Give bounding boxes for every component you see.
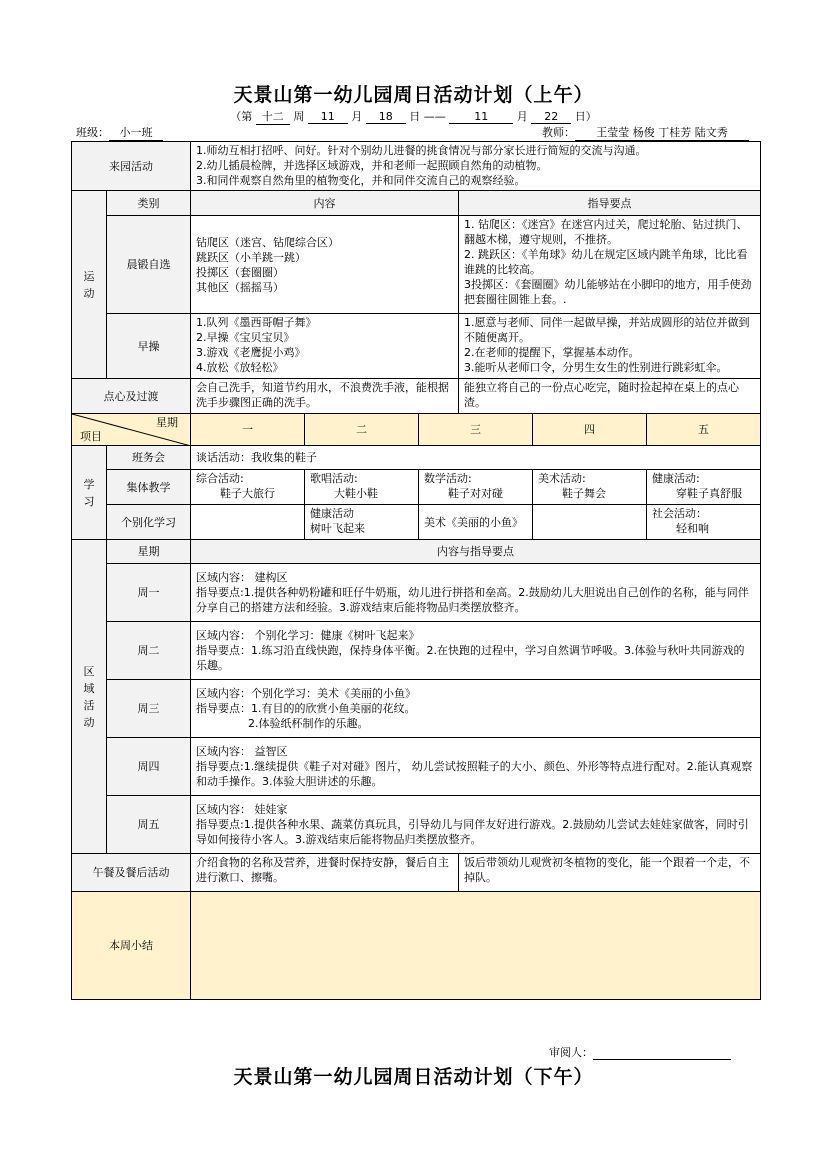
arrival-line: 3.和同伴观察自然角里的植物变化，并和同伴交流自己的观察经验。 [196, 174, 526, 187]
morning-choice-row [72, 216, 761, 314]
morning-choice-guide [459, 216, 761, 314]
individual-2: 健康活动 树叶飞起来 [305, 505, 419, 540]
arrival-line: 1.师幼互相打招呼、问好。针对个别幼儿进餐的挑食情况与部分家长进行简短的交流与沟通。 [196, 144, 647, 157]
exercise-guide [459, 314, 761, 379]
week-range [0, 108, 827, 125]
lunch-label: 午餐及餐后活动 [72, 854, 191, 892]
page-title: 天景山第一幼儿园周日活动计划（上午） [233, 84, 594, 106]
teacher-info [542, 124, 749, 141]
sport-col-category: 类别 [107, 191, 191, 216]
start-day: 18 [366, 110, 406, 124]
week-project-header [72, 414, 191, 446]
group-activity-1: 综合活动: 鞋子大旅行 [191, 470, 305, 505]
class-label: 班级： [76, 126, 109, 139]
weekday-3: 三 [419, 414, 533, 446]
group-teaching-label: 集体教学 [107, 470, 191, 505]
weekday-1: 一 [191, 414, 305, 446]
snack-left: 会自己洗手，知道节约用水，不浪费洗手液，能根据洗手步骤图正确的洗手。 [191, 379, 459, 414]
end-month-unit: 月 [516, 110, 528, 123]
arrival-content [191, 142, 761, 191]
area-day-content: 区域内容：个别化学习：美术《美丽的小鱼》 指导要点：1.有目的的欣赏小鱼美丽的花纹。 2.体验纸杯制作的乐趣。 [191, 680, 761, 738]
end-day: 22 [531, 110, 571, 124]
weekday-2: 二 [305, 414, 419, 446]
summary-row [72, 892, 761, 1000]
group-activity-5: 健康活动: 穿鞋子真舒服 [647, 470, 761, 505]
area-day-content: 区域内容： 益智区 指导要点:1.继续提供《鞋子对对碰》图片， 幼儿尝试按照鞋子的大小、颜色、外形等特点进行配对。2.能认真观察和动手操作。3.体验大胆讲述的乐趣。 [191, 738, 761, 796]
arrival-row [72, 142, 761, 191]
summary-label: 本周小结 [72, 892, 191, 1000]
morning-choice-label: 晨锻自选 [107, 216, 191, 314]
arrival-line: 2.幼儿插晨检牌，并选择区域游戏，并和老师一起照顾自然角的动植物。 [196, 159, 548, 172]
end-month: 11 [449, 110, 513, 124]
individual-learning-row [72, 505, 761, 540]
start-month-unit: 月 [351, 110, 363, 123]
lunch-left: 介绍食物的名称及营养，进餐时保持安静，餐后自主进行漱口、擦嘴。 [191, 854, 459, 892]
area-day-content: 区域内容： 个别化学习：健康《树叶飞起来》 指导要点：1.练习沿直线快跑，保持身体平衡。2.在快跑的过程中，学习自然调节呼吸。3.体验与秋叶共同游戏的乐趣。 [191, 622, 761, 680]
week-number: 十二 [256, 108, 290, 125]
area-col-day: 星期 [107, 540, 191, 564]
morning-choice-content [191, 216, 459, 314]
guide-line: 2. 跳跃区：《羊角球》幼儿在规定区域内跳羊角球，比比看谁跳的比较高。 [464, 248, 748, 276]
weekday-label: 星期 [156, 416, 178, 429]
exercise-label: 早操 [107, 314, 191, 379]
teacher-label: 教师： [542, 126, 575, 139]
group-teaching-row [72, 470, 761, 505]
area-day-label: 周四 [107, 738, 191, 796]
weekday-4: 四 [533, 414, 647, 446]
content-line: 投掷区（套圈圈） [196, 265, 284, 279]
reviewer-label: 审阅人： [549, 1046, 593, 1059]
class-name: 小一班 [109, 124, 163, 141]
arrival-label: 来园活动 [72, 142, 191, 191]
area-day-row [72, 622, 761, 680]
snack-label: 点心及过渡 [72, 379, 191, 414]
area-day-label: 周三 [107, 680, 191, 738]
content-line: 跳跃区（小羊跳一跳） [196, 250, 306, 264]
individual-3: 美术《美丽的小鱼》 [419, 505, 533, 540]
sport-col-content: 内容 [191, 191, 459, 216]
week-unit: 周 [293, 110, 305, 123]
content-line: 4.放松《放轻松》 [196, 361, 284, 374]
group-activity-3: 数学活动: 鞋子对对碰 [419, 470, 533, 505]
area-col-content: 内容与指导要点 [191, 540, 761, 564]
guide-line: 3.能听从老师口令，分男生女生的性别进行跳彩虹伞。 [464, 361, 728, 374]
end-day-unit: 日） [574, 110, 597, 123]
snack-row [72, 379, 761, 414]
reviewer-signature-line [593, 1047, 731, 1060]
group-activity-2: 歌唱活动: 大鞋小鞋 [305, 470, 419, 505]
guide-line: 2.在老师的提醒下，掌握基本动作。 [464, 346, 640, 359]
individual-learning-label: 个别化学习 [107, 505, 191, 540]
guide-line: 1. 钻爬区：《迷宫》在迷宫内过关，爬过轮胎、钻过拱门、翻越木梯，遵守规则，不推挤。 [464, 218, 748, 246]
class-meeting-row [72, 446, 761, 470]
class-teacher-line [76, 124, 756, 141]
start-month: 11 [308, 110, 348, 124]
lunch-right: 饭后带领幼儿观赏初冬植物的变化，能一个跟着一个走，不掉队。 [459, 854, 761, 892]
individual-4 [533, 505, 647, 540]
sport-label: 运动 [72, 191, 107, 379]
summary-content [191, 892, 761, 1000]
area-day-content: 区域内容： 建构区 指导要点:1.提供各种奶粉罐和旺仔牛奶瓶，幼儿进行拼搭和垒高。2.鼓励幼儿大胆说出自己创作的名称，能与同伴分享自己的搭建方法和经验。3.游戏结束后能将物品归类摆放整齐。 [191, 564, 761, 622]
teacher-names: 王莹莹 杨俊 丁桂芳 陆文秀 [575, 124, 749, 141]
exercise-row [72, 314, 761, 379]
area-day-label: 周五 [107, 796, 191, 854]
snack-right: 能独立将自己的一份点心吃完，随时捡起掉在桌上的点心渣。 [459, 379, 761, 414]
sport-header-row [72, 191, 761, 216]
guide-line: 3投掷区：《套圈圈》幼儿能够站在小脚印的地方，用手使劲把套圈往圆锥上套。. [464, 278, 752, 306]
area-header-row [72, 540, 761, 564]
area-day-row [72, 796, 761, 854]
area-day-row [72, 680, 761, 738]
week-prefix: （第 [230, 110, 253, 123]
area-day-row [72, 564, 761, 622]
exercise-content [191, 314, 459, 379]
project-label: 项目 [80, 430, 102, 443]
content-line: 2.早操《宝贝宝贝》 [196, 331, 295, 344]
area-day-row [72, 738, 761, 796]
area-label: 区域活动 [72, 540, 107, 854]
guide-line: 1.愿意与老师、同伴一起做早操，并站成圆形的站位并做到不随便离开。 [464, 316, 750, 344]
content-line: 3.游戏《老鹰捉小鸡》 [196, 346, 306, 359]
area-day-content: 区域内容： 娃娃家 指导要点:1.提供各种水果、蔬菜仿真玩具，引导幼儿与同伴友好进行游戏。2.鼓励幼儿尝试去娃娃家做客，同时引导如何接待小客人。3.游戏结束后能将物品归类摆放整齐。 [191, 796, 761, 854]
study-label: 学习 [72, 446, 107, 540]
area-day-label: 周一 [107, 564, 191, 622]
lunch-row [72, 854, 761, 892]
am-plan-table [71, 141, 761, 1000]
start-day-unit: 日 —— [409, 110, 446, 123]
content-line: 1.队列《墨西哥帽子舞》 [196, 316, 317, 329]
area-day-label: 周二 [107, 622, 191, 680]
individual-5: 社会活动： 轻和响 [647, 505, 761, 540]
weekday-5: 五 [647, 414, 761, 446]
content-line: 钻爬区（迷宫、钻爬综合区） [196, 235, 339, 249]
content-line: 其他区（摇摇马） [196, 280, 284, 294]
class-meeting-label: 班务会 [107, 446, 191, 470]
individual-1 [191, 505, 305, 540]
pm-title: 天景山第一幼儿园周日活动计划（下午） [233, 1066, 594, 1088]
group-activity-4: 美术活动: 鞋子舞会 [533, 470, 647, 505]
weekday-header-row [72, 414, 761, 446]
sport-col-guide: 指导要点 [459, 191, 761, 216]
class-meeting-text: 谈话活动：我收集的鞋子 [191, 446, 761, 470]
reviewer-line [549, 1044, 731, 1060]
